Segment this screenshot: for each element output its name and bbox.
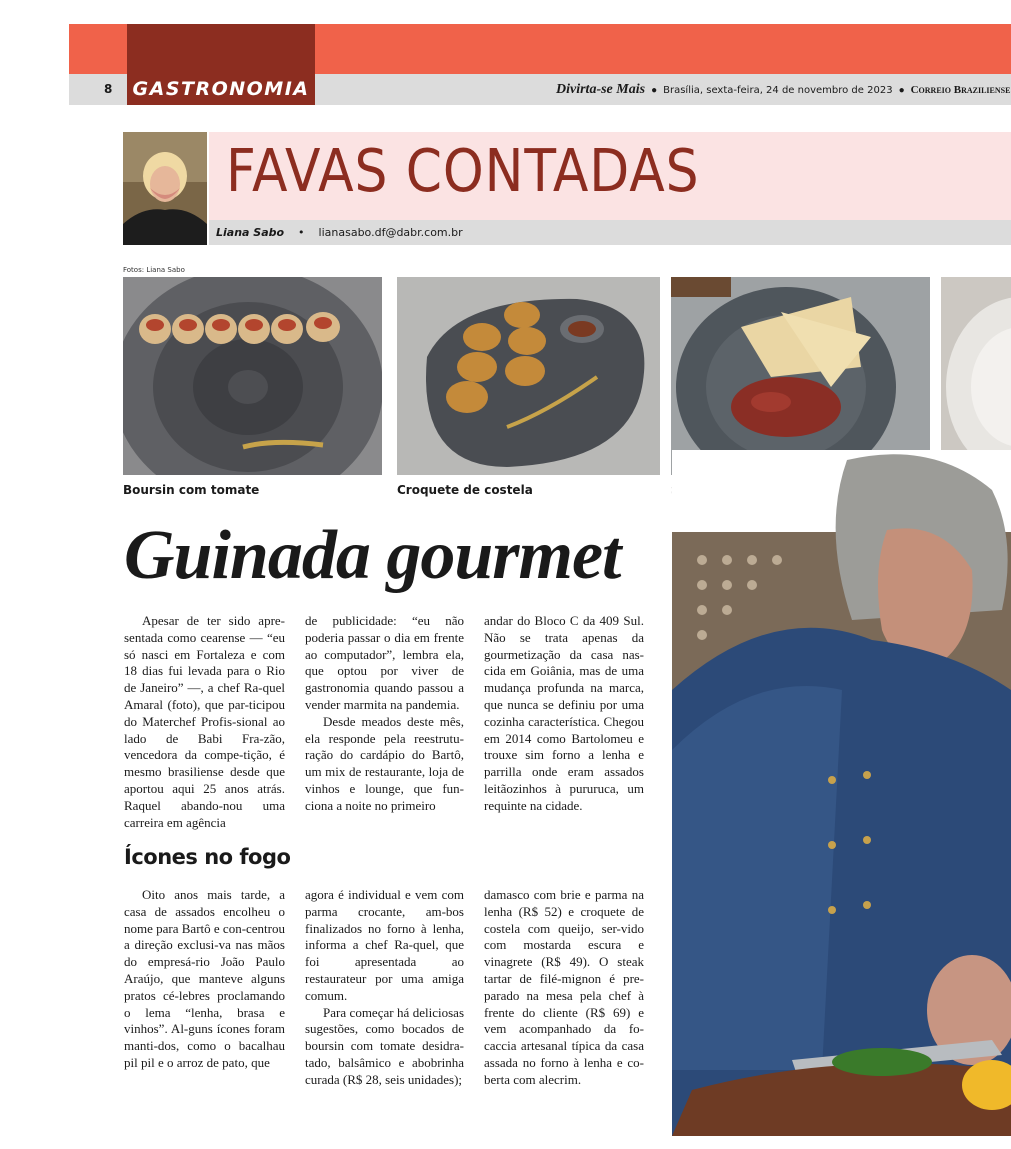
photo-boursin [123,277,382,475]
folio-line [556,82,1010,98]
article-col-3 [484,613,644,815]
photo-credit: Fotos: Liana Sabo [123,266,185,274]
supplement-name: Divirta-se Mais [556,82,646,97]
photo-steak-tartar [671,277,930,475]
headline: Guinada gourmet [124,517,621,594]
place-date: Brasília, sexta-feira, 24 de novembro de 2023 [663,85,893,96]
caption-boursin: Boursin com tomate [123,483,260,497]
section-title: GASTRONOMIA [132,78,310,100]
paragraph: de publicidade: “eu não poderia passar o dia em frente ao computador”, lembra ela, que optou por viver de gastronomia quando passou a vender marmita na pandemia. [305,613,464,712]
paragraph: agora é individual e vem com parma crocante, am-bos finalizados no forno à lenha, informa a chef Ra-quel, que foi apresentada ao restaurateur por uma amiga comum. [305,887,464,1003]
header-grey-left [69,74,127,105]
paragraph: Desde meados deste mês, ela responde pela reestrutu-ração do cardápio do Bartô, um mix de restaurante, loja de vinhos e lounge, que fun-ciona a noite no primeiro [305,713,464,813]
bullet-icon: ● [651,85,658,96]
paragraph: Oito anos mais tarde, a casa de assados encolheu o nome para Bartô e con-centrou a direção exclusi-va nas mãos do empresá-rio João Paulo Araújo, que manteve alguns pratos cé-lebres proclamando o lema “lenha, brasa e vinhos”. Al-guns ícones foram manti-dos, como o bacalhau pil pil e o arroz de pato, que [124,887,285,1070]
paragraph: damasco com brie e parma na lenha (R$ 52) e croquete de costela com queijo, ser-vido com mostarda escura e vinagrete (R$ 49). O steak tartar de filé-mignon é pre-parado na mesa pela chef à frente do cliente (R$ 69) e vem acompanhado da fo-caccia artesanal típica da casa assada no forno à lenha e co-berta com alecrim. [484,887,644,1087]
paragraph: Para começar há deliciosas sugestões, como bocados de boursin com tomate desidra-tado, balsâmico e abobrinha curada (R$ 28, seis unidades); [305,1004,464,1087]
caption-croquete: Croquete de costela [397,483,533,497]
article-col-2b [305,887,464,1089]
byline [216,226,463,239]
photo-croquete [397,277,660,475]
author-email: lianasabo.df@dabr.com.br [318,226,463,239]
subhead: Ícones no fogo [124,845,291,869]
bullet-icon: • [287,226,316,239]
page-number: 8 [104,82,113,96]
article-col-1b [124,887,285,1072]
photo-dish-partial [941,277,1011,475]
paragraph: andar do Bloco C da 409 Sul. Não se trata apenas da gourmetização da casa nas-cida em Goiânia, mas de uma mudança profunda na marca, que nunca se definiu por uma cozinha característica. Chegou em 2014 como Bartolomeu e trouxe sim forno a lenha e parrilla onde eram assados leitãozinhos à pururuca, um requinte na cidade. [484,613,644,813]
article-col-2 [305,613,464,815]
columnist-portrait [123,132,207,245]
article-col-3b [484,887,644,1089]
article-col-1 [124,613,285,831]
column-title: FAVAS CONTADAS [226,136,700,205]
newspaper-name: Correio Braziliense [910,84,1011,96]
bullet-icon: ● [898,85,905,96]
paragraph: Apesar de ter sido apre-sentada como cearense — “eu só nasci em Fortaleza e com 18 dias fui levada para o Rio de Janeiro” —, a chef Ra-quel Amaral (foto), que par-ticipou do Materchef Profis-sional ao lado de Babi Fra-zão, vencedora da compe-tição, é mesmo brasiliense desde que aportou aqui 25 anos atrás. Raquel abando-nou uma carreira em agência [124,613,285,830]
chef-photo [672,450,1011,1136]
author-name: Liana Sabo [216,226,285,239]
